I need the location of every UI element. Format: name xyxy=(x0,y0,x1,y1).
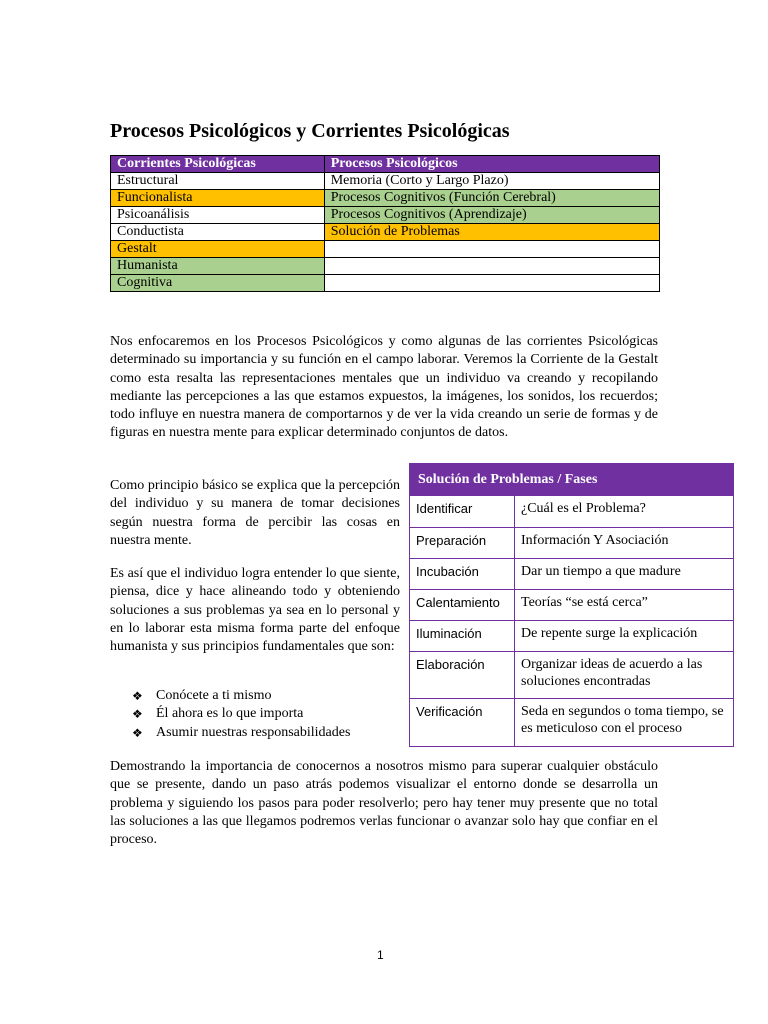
table-row xyxy=(111,207,660,224)
table-row xyxy=(111,190,660,207)
fase-name: Calentamiento xyxy=(410,590,515,621)
proceso-cell xyxy=(324,258,659,275)
page-number: 1 xyxy=(377,948,384,962)
proceso-cell: Solución de Problemas xyxy=(324,224,659,241)
proceso-cell xyxy=(324,275,659,292)
table-header-row xyxy=(111,156,660,173)
list-item xyxy=(132,724,350,742)
list-item xyxy=(132,705,350,723)
list-item-text: Conócete a ti mismo xyxy=(156,688,272,703)
fase-description: Teorías “se está cerca” xyxy=(515,590,734,621)
header-procesos: Procesos Psicológicos xyxy=(324,156,659,173)
table-row xyxy=(410,621,734,652)
principles-list xyxy=(132,687,350,742)
diamond-bullet-icon: ❖ xyxy=(132,689,143,703)
proceso-cell xyxy=(324,241,659,258)
table-row xyxy=(111,275,660,292)
conclusion-paragraph: Demostrando la importancia de conocernos a nosotros mismo para superar cualquier obstáculo que se presente, dando un paso atrás podemos visualizar el entorno donde se desarrolla un problema y siguiendo los pasos para poder resolverlo; pero hay tener muy presente que no total las soluciones a las que llegamos podremos verlas funcionar o avanzar solo hay que confiar en el proceso. xyxy=(110,759,658,848)
diamond-bullet-icon: ❖ xyxy=(132,707,143,722)
proceso-cell: Procesos Cognitivos (Función Cerebral) xyxy=(324,190,659,207)
table-row xyxy=(111,173,660,190)
fase-description: ¿Cuál es el Problema? xyxy=(515,496,734,528)
header-corrientes: Corrientes Psicológicas xyxy=(111,156,325,173)
intro-paragraph: Nos enfocaremos en los Procesos Psicológicos y como algunas de las corrientes Psicológicas determinado su importancia y su función en el campo laborar. Veremos la Corriente de la Gestalt como esta resalta las representaciones mentales que un individuo va creando y recopilando mediante las percepciones a las que estamos expuestos, la imágenes, los sonidos, los recuerdos; todo influye en nuestra manera de comportarnos y de ver la vida creando un serie de formas y de figuras en nuestra mente para explicar determinado conjuntos de datos. xyxy=(110,334,658,441)
corriente-cell: Gestalt xyxy=(111,241,325,258)
table-row xyxy=(111,258,660,275)
fase-name: Elaboración xyxy=(410,652,515,699)
corriente-cell: Estructural xyxy=(111,173,325,190)
corrientes-procesos-table xyxy=(110,155,660,292)
list-item-text: Asumir nuestras responsabilidades xyxy=(156,724,351,740)
fase-name: Incubación xyxy=(410,559,515,590)
fase-description: Información Y Asociación xyxy=(515,528,734,559)
table-row xyxy=(410,652,734,699)
fase-name: Verificación xyxy=(410,699,515,747)
corriente-cell: Psicoanálisis xyxy=(111,207,325,224)
principle-paragraph: Como principio básico se explica que la percepción del individuo y su manera de tomar decisiones según nuestra forma de percibir las cosas en nuestra mente. xyxy=(110,478,400,548)
diamond-bullet-icon: ❖ xyxy=(132,725,143,740)
fase-description: De repente surge la explicación xyxy=(515,621,734,652)
fase-description: Dar un tiempo a que madure xyxy=(515,559,734,590)
corriente-cell: Humanista xyxy=(111,258,325,275)
table-row xyxy=(410,496,734,528)
page-title: Procesos Psicológicos y Corrientes Psicológicas xyxy=(110,120,510,142)
table-row xyxy=(111,224,660,241)
table-row xyxy=(410,699,734,747)
table-row xyxy=(410,528,734,559)
fase-name: Iluminación xyxy=(410,621,515,652)
corriente-cell: Cognitiva xyxy=(111,275,325,292)
fases-header-row xyxy=(410,464,734,496)
table-row xyxy=(111,241,660,258)
fase-name: Preparación xyxy=(410,528,515,559)
table-row xyxy=(410,559,734,590)
list-item xyxy=(132,687,350,705)
table-row xyxy=(410,590,734,621)
fase-description: Seda en segundos o toma tiempo, se es meticuloso con el proceso xyxy=(515,699,734,747)
proceso-cell: Procesos Cognitivos (Aprendizaje) xyxy=(324,207,659,224)
proceso-cell: Memoria (Corto y Largo Plazo) xyxy=(324,173,659,190)
fases-table xyxy=(409,463,734,747)
corriente-cell: Funcionalista xyxy=(111,190,325,207)
list-item-text: Él ahora es lo que importa xyxy=(156,706,304,722)
fase-description: Organizar ideas de acuerdo a las soluciones encontradas xyxy=(515,652,734,699)
humanist-paragraph: Es así que el individuo logra entender lo que siente, piensa, dice y hace alineando todo y obteniendo soluciones a sus problemas ya sea en lo personal y en lo laborar esta misma forma parte del enfoque humanista y sus principios fundamentales que son: xyxy=(110,566,400,655)
corriente-cell: Conductista xyxy=(111,224,325,241)
fase-name: Identificar xyxy=(410,496,515,528)
fases-title: Solución de Problemas / Fases xyxy=(410,464,734,496)
